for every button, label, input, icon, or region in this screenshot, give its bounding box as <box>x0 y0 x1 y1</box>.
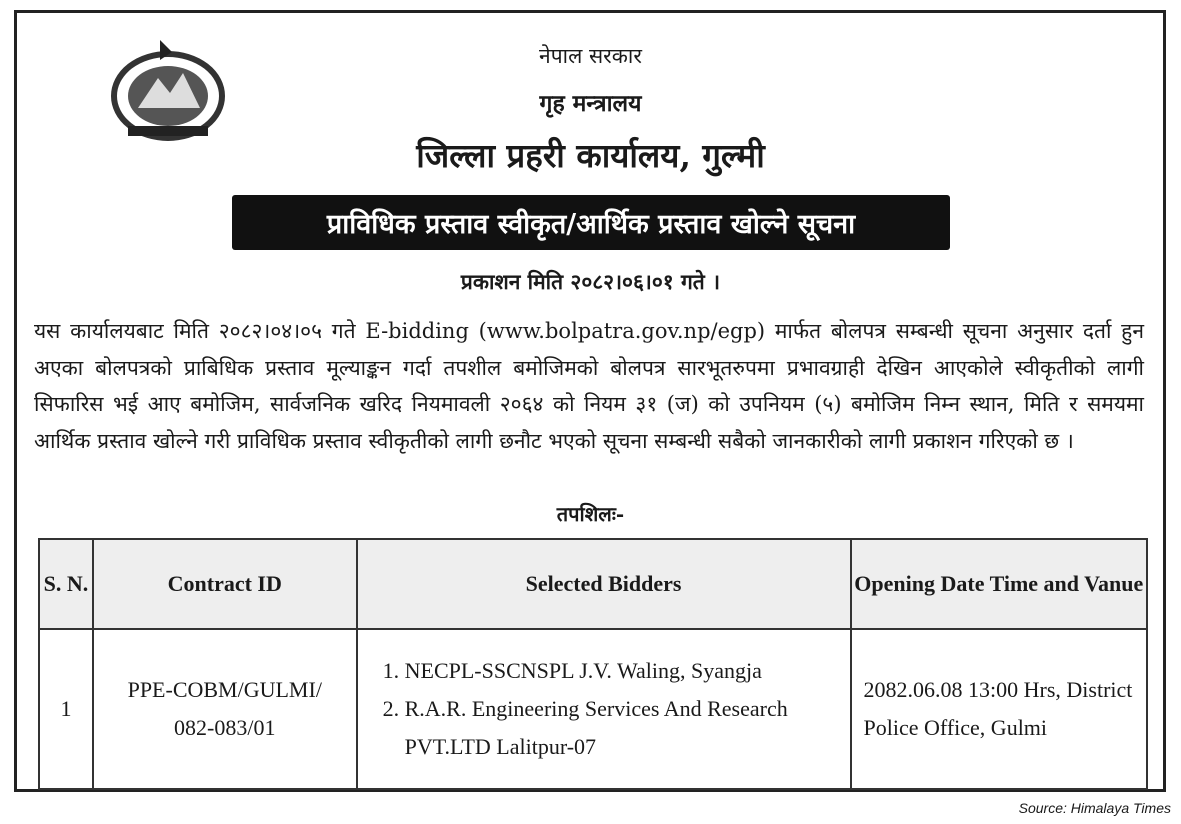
header-contract-id: Contract ID <box>93 539 357 629</box>
cell-sn: 1 <box>39 629 93 789</box>
table-header-row <box>39 539 1147 629</box>
publication-date: प्रकाशन मिति २०८२।०६।०१ गते । <box>460 269 721 294</box>
bidder-item: 2. R.A.R. Engineering Services And Research PVT.LTD Lalitpur-07 <box>405 690 849 766</box>
header-sn: S. N. <box>39 539 93 629</box>
government-name: नेपाल सरकार <box>539 44 642 68</box>
bidders-table <box>38 538 1148 790</box>
cell-contract-id: PPE-COBM/GULMI/ 082-083/01 <box>93 629 357 789</box>
ministry-name: गृह मन्त्रालय <box>539 90 642 117</box>
office-name: जिल्ला प्रहरी कार्यालय, गुल्मी <box>416 136 765 175</box>
header-opening: Opening Date Time and Vanue <box>851 539 1147 629</box>
table-row <box>39 629 1147 789</box>
notice-paragraph: यस कार्यालयबाट मिति २०८२।०४।०५ गते E-bidding (www.bolpatra.gov.np/egp) मार्फत बोलपत्र सम्बन्धी सूचना अनुसार दर्ता हुन अएका बोलपत्रको प्राबिधिक प्रस्ताव मूल्याङ्कन गर्दा तपशील बमोजिमको बोलपत्र सारभूतरुपमा प्रभावग्राही देखिन आएकोले स्वीकृतीको लागी सिफारिस भई आए बमोजिम, सार्वजनिक खरिद नियमावली २०६४ को नियम ३१ (ज) को उपनियम (५) बमोजिम निम्न स्थान, मिति र समयमा आर्थिक प्रस्ताव खोल्ने गरी प्राविधिक प्रस्ताव स्वीकृतीको लागी छनौट भएको सूचना सम्बन्धी सबैको जानकारीको लागी प्रकाशन गरिएको छ । <box>34 319 1144 453</box>
source-credit: Source: Himalaya Times <box>1018 800 1171 816</box>
header-selected-bidders: Selected Bidders <box>357 539 851 629</box>
notice-title-banner: प्राविधिक प्रस्ताव स्वीकृत/आर्थिक प्रस्ताव खोल्ने सूचना <box>232 195 950 250</box>
cell-bidders <box>357 629 851 789</box>
bidder-item: 1. NECPL-SSCNSPL J.V. Waling, Syangja <box>405 652 849 690</box>
details-heading: तपशिलः- <box>556 502 625 526</box>
cell-opening: 2082.06.08 13:00 Hrs, District Police Office, Gulmi <box>851 629 1147 789</box>
